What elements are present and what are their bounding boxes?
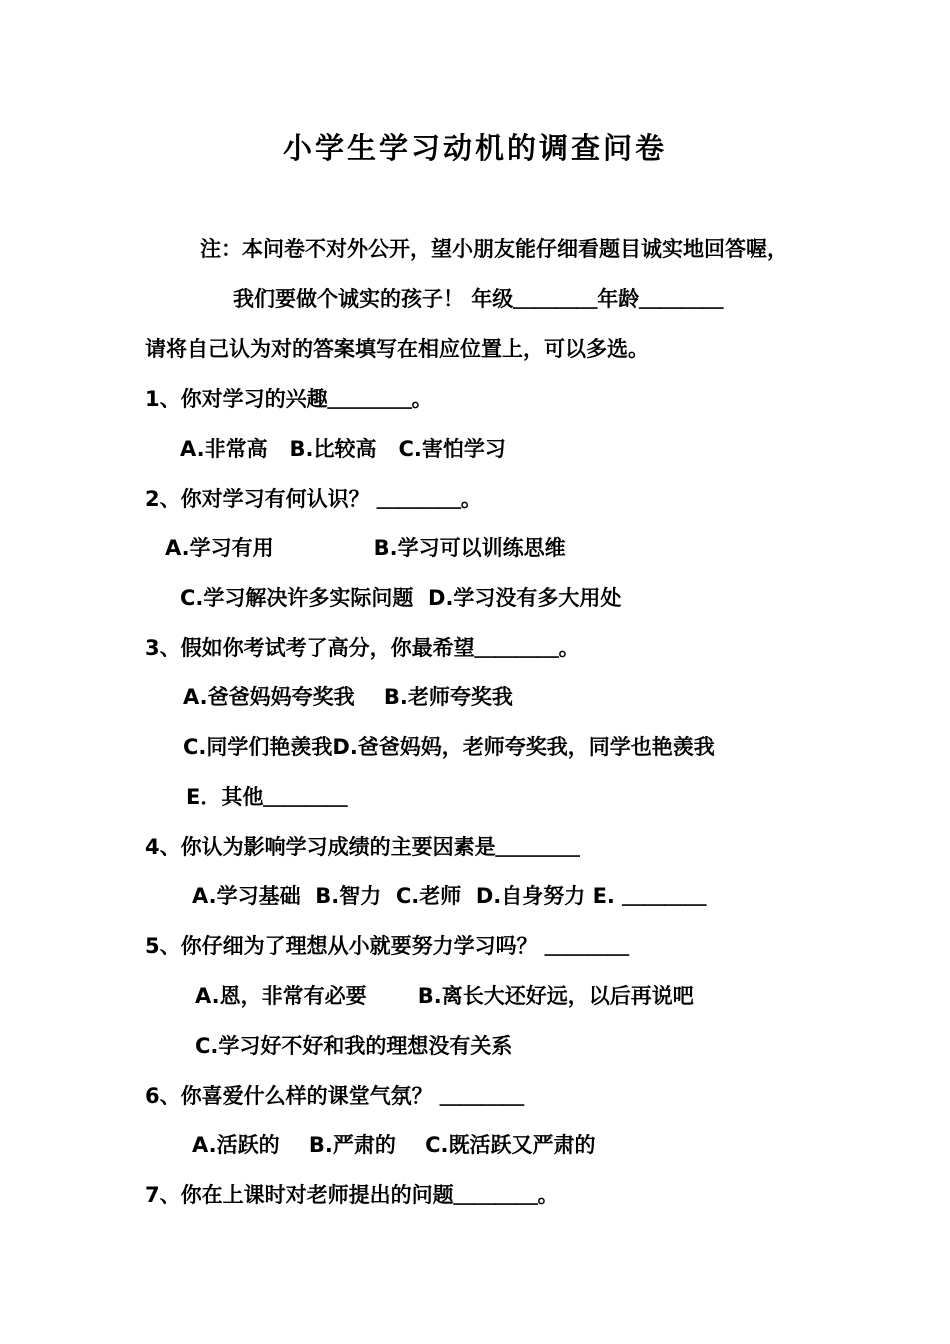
instruction-text: 请将自己认为对的答案填写在相应位置上，可以多选。 [145, 337, 649, 361]
question-4: 4、你认为影响学习成绩的主要因素是＿＿＿＿ [145, 835, 580, 859]
question-3-options-row-1: A.爸爸妈妈夸奖我 B.老师夸奖我 [183, 685, 513, 709]
note-line-2: 我们要做个诚实的孩子！ 年级＿＿＿＿年龄＿＿＿＿ [233, 287, 724, 311]
question-1: 1、你对学习的兴趣＿＿＿＿。 [145, 387, 433, 411]
question-5-options-row-1: A.恩，非常有必要 B.离长大还好远，以后再说吧 [195, 984, 694, 1008]
question-3-options-row-2: C.同学们艳羡我D.爸爸妈妈，老师夸奖我，同学也艳羡我 [183, 735, 715, 759]
question-3-options-row-3: E．其他＿＿＿＿ [186, 785, 348, 809]
question-3: 3、假如你考试考了高分，你最希望＿＿＿＿。 [145, 636, 580, 660]
question-2: 2、你对学习有何认识？ ＿＿＿＿。 [145, 487, 482, 511]
note-line-1: 注：本问卷不对外公开，望小朋友能仔细看题目诚实地回答喔， [200, 237, 788, 261]
question-2-options-row-2: C.学习解决许多实际问题 D.学习没有多大用处 [180, 586, 622, 610]
question-5: 5、你仔细为了理想从小就要努力学习吗？ ＿＿＿＿ [145, 934, 629, 958]
question-6-options: A.活跃的 B.严肃的 C.既活跃又严肃的 [192, 1133, 596, 1157]
question-6: 6、你喜爱什么样的课堂气氛？ ＿＿＿＿ [145, 1084, 524, 1108]
page-title: 小学生学习动机的调查问卷 [282, 131, 667, 165]
question-5-options-row-2: C.学习好不好和我的理想没有关系 [195, 1034, 513, 1058]
question-7: 7、你在上课时对老师提出的问题＿＿＿＿。 [145, 1183, 559, 1207]
question-2-options-row-1 [165, 533, 566, 563]
question-1-options: A.非常高 B.比较高 C.害怕学习 [180, 437, 506, 461]
question-2-option-a: A.学习有用 [165, 536, 274, 560]
question-4-options: A.学习基础 B.智力 C.老师 D.自身努力 E. ＿＿＿＿ [192, 884, 707, 908]
question-2-option-b: B.学习可以训练思维 [373, 536, 566, 560]
